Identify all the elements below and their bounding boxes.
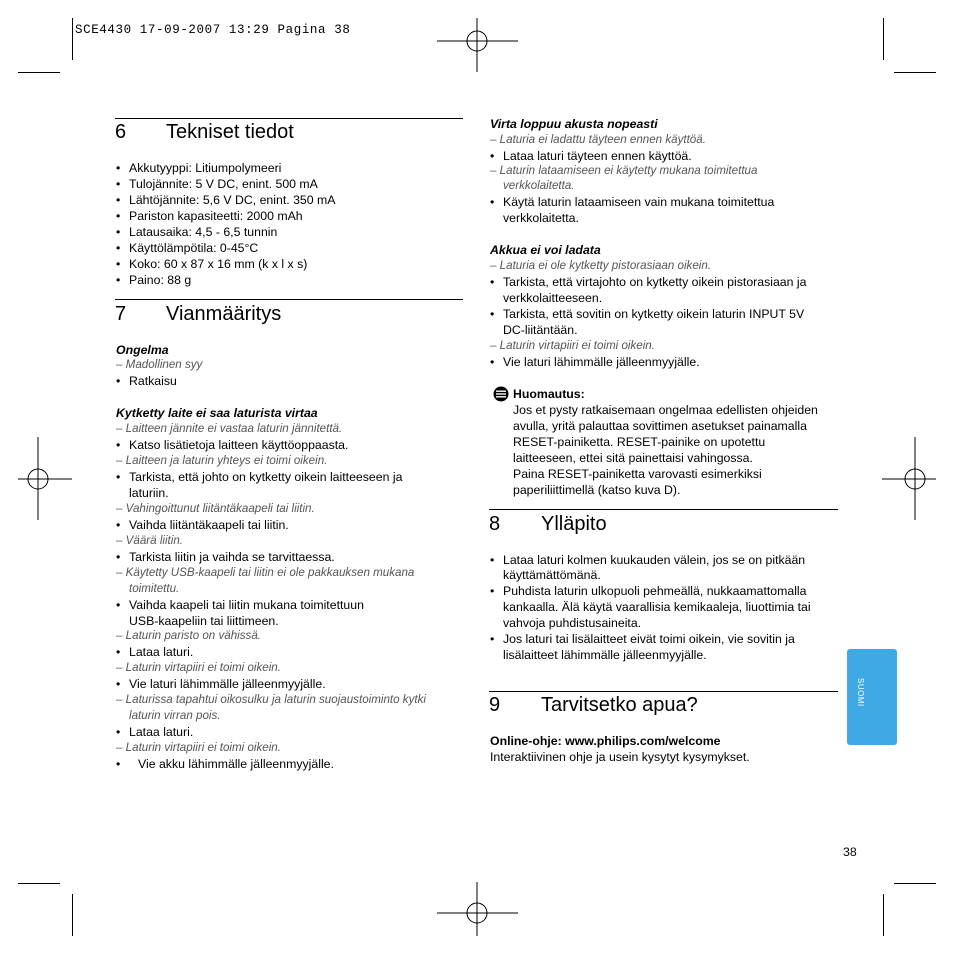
section-6-title: Tekniset tiedot <box>166 121 294 143</box>
solution: Vie akku lähimmälle jälleenmyyjälle. <box>138 757 334 771</box>
cause: – Laturin virtapiiri ei toimi oikein. <box>116 741 281 754</box>
care-item: Jos laturi tai lisälaitteet eivät toimi oikein, vie sovitin ja <box>503 632 795 646</box>
cause-cont: laturin virran pois. <box>129 709 221 722</box>
legend-problem: Ongelma <box>116 343 169 357</box>
note-line: Jos et pysty ratkaisemaan ongelmaa edellisten ohjeiden <box>513 403 818 417</box>
cause: – Laitteen jännite ei vastaa laturin jännitettä. <box>116 422 343 435</box>
solution-cont: DC-liitäntään. <box>503 323 578 337</box>
note-line: RESET-painiketta. RESET-painike on upotettu <box>513 435 766 449</box>
online-help-link[interactable]: Online-ohje: www.philips.com/welcome <box>490 734 721 748</box>
cause-cont: verkkolaitetta. <box>503 179 575 192</box>
section-8-rule <box>489 509 838 510</box>
solution: Lataa laturi täyteen ennen käyttöä. <box>503 149 692 163</box>
solution: Vie laturi lähimmälle jälleenmyyjälle. <box>503 355 700 369</box>
spec-item: Paino: 88 g <box>129 273 192 287</box>
solution: Vie laturi lähimmälle jälleenmyyjälle. <box>129 677 326 691</box>
spec-item: Koko: 60 x 87 x 16 mm (k x l x s) <box>129 257 308 271</box>
legend-cause: – Madollinen syy <box>116 358 203 371</box>
care-item-cont: lisälaitteet lähimmälle jälleenmyyjälle. <box>503 648 707 662</box>
cause: – Laturin paristo on vähissä. <box>116 629 262 642</box>
solution: Tarkista, että virtajohto on kytketty oikein pistorasiaan ja <box>503 275 807 289</box>
section-9-title: Tarvitsetko apua? <box>541 694 698 716</box>
note-line: laitteeseen, ettei sitä painettaisi vahingossa. <box>513 451 753 465</box>
section-7-rule <box>115 299 463 300</box>
cause: – Laturin virtapiiri ei toimi oikein. <box>490 339 655 352</box>
spec-item: Akkutyyppi: Litiumpolymeeri <box>129 161 282 175</box>
solution: Tarkista, että sovitin on kytketty oikein laturin INPUT 5V <box>503 307 805 321</box>
cause-cont: toimitettu. <box>129 582 180 595</box>
section-6-number: 6 <box>115 121 127 143</box>
cause: – Laturia ei ole kytketty pistorasiaan oikein. <box>490 259 712 272</box>
cause: – Vahingoittunut liitäntäkaapeli tai liitin. <box>116 502 315 515</box>
cause: – Laturissa tapahtui oikosulku ja laturin suojaustoiminto kytki <box>116 693 426 706</box>
cause: – Laturin lataamiseen ei käytetty mukana toimitettua <box>490 164 758 177</box>
section-7-title: Vianmääritys <box>166 303 282 325</box>
solution-cont: laturiin. <box>129 486 169 500</box>
spec-item: Pariston kapasiteetti: 2000 mAh <box>129 209 303 223</box>
care-item-cont: kankaalla. Älä käytä vaarallisia kemikaaleja, liuottimia tai <box>503 600 811 614</box>
note-line: avulla, yritä palauttaa sovittimen asetukset painamalla <box>513 419 807 433</box>
note-line: paperiliittimellä (katso kuva D). <box>513 483 681 497</box>
solution: Käytä laturin lataamiseen vain mukana toimitettua <box>503 195 775 209</box>
spec-item: Käyttölämpötila: 0-45°C <box>129 241 259 255</box>
cause: – Laturin virtapiiri ei toimi oikein. <box>116 661 281 674</box>
note-heading: Huomautus: <box>513 387 585 401</box>
solution: Lataa laturi. <box>129 725 194 739</box>
section-8-title: Ylläpito <box>541 513 607 535</box>
section-7-number: 7 <box>115 303 127 325</box>
cause: – Laturia ei ladattu täyteen ennen käyttöä. <box>490 133 706 146</box>
cause: – Väärä liitin. <box>116 534 184 547</box>
section-9-number: 9 <box>489 694 501 716</box>
section-8-number: 8 <box>489 513 501 535</box>
online-help-description: Interaktiivinen ohje ja usein kysytyt kysymykset. <box>490 750 750 764</box>
care-item: Lataa laturi kolmen kuukauden välein, jos se on pitkään <box>503 553 806 567</box>
care-item-cont: vahvoja puhdistusaineita. <box>503 616 642 630</box>
care-item: Puhdista laturin ulkopuoli pehmeällä, nukkaamattomalla <box>503 584 807 598</box>
solution-cont: verkkolaitetta. <box>503 211 579 225</box>
solution: Tarkista, että johto on kytketty oikein laitteeseen ja <box>129 470 403 484</box>
note-icon <box>493 386 509 402</box>
spec-item: Latausaika: 4,5 - 6,5 tunnin <box>129 225 278 239</box>
page-number: 38 <box>843 845 857 859</box>
language-tab <box>847 649 897 745</box>
legend-solution: Ratkaisu <box>129 374 177 388</box>
solution-cont: verkkolaitteeseen. <box>503 291 603 305</box>
spec-item: Lähtöjännite: 5,6 V DC, enint. 350 mA <box>129 193 336 207</box>
cause: – Laitteen ja laturin yhteys ei toimi oikein. <box>116 454 328 467</box>
solution: Katso lisätietoja laitteen käyttöoppaasta. <box>129 438 349 452</box>
problem-heading: Akkua ei voi ladata <box>490 243 601 257</box>
care-item-cont: käyttämättömänä. <box>503 568 601 582</box>
spec-item: Tulojännite: 5 V DC, enint. 500 mA <box>129 177 318 191</box>
section-6-rule <box>115 118 463 119</box>
cause: – Käytetty USB-kaapeli tai liitin ei ole pakkauksen mukana <box>116 566 415 579</box>
solution: Vaihda kaapeli tai liitin mukana toimitettuun <box>129 598 364 612</box>
solution: Lataa laturi. <box>129 645 194 659</box>
problem-heading: Virta loppuu akusta nopeasti <box>490 117 658 131</box>
section-9-rule <box>489 691 838 692</box>
problem-heading: Kytketty laite ei saa laturista virtaa <box>116 406 318 420</box>
print-header: SCE4430 17-09-2007 13:29 Pagina 38 <box>75 23 351 37</box>
solution-cont: USB-kaapeliin tai liittimeen. <box>129 614 279 628</box>
note-line: Paina RESET-painiketta varovasti esimerkiksi <box>513 467 762 481</box>
solution: Vaihda liitäntäkaapeli tai liitin. <box>129 518 289 532</box>
language-tab-label: SUOMI <box>856 678 865 707</box>
solution: Tarkista liitin ja vaihda se tarvittaessa. <box>129 550 335 564</box>
